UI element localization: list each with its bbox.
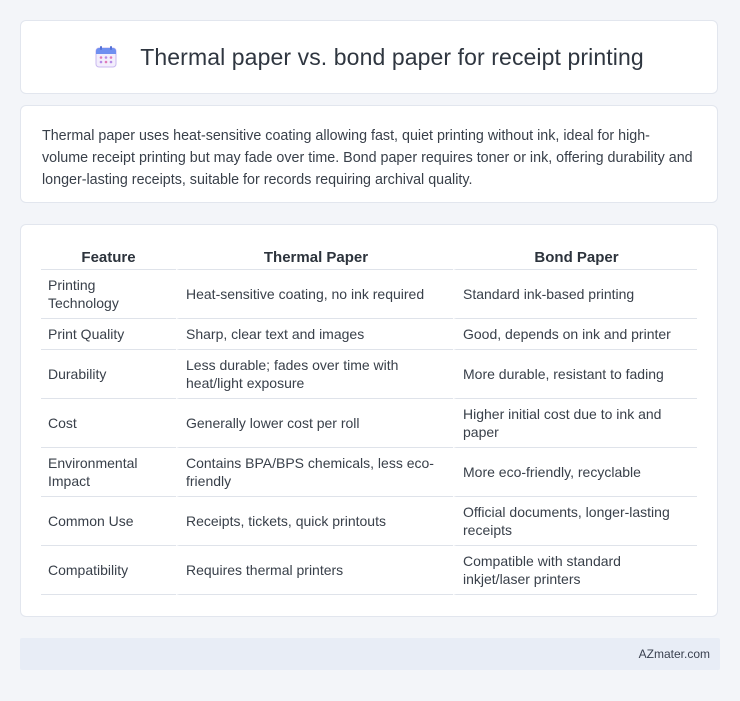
thermal-cell: Sharp, clear text and images (176, 319, 453, 350)
feature-cell: Environmental Impact (41, 448, 176, 497)
feature-cell: Cost (41, 399, 176, 448)
bond-cell: More eco-friendly, recyclable (453, 448, 697, 497)
bond-cell: Official documents, longer-lasting receipts (453, 497, 697, 546)
feature-cell: Compatibility (41, 546, 176, 595)
bond-cell: More durable, resistant to fading (453, 350, 697, 399)
footer (20, 638, 720, 670)
feature-cell: Print Quality (41, 319, 176, 350)
table-row (41, 399, 697, 448)
thermal-cell: Contains BPA/BPS chemicals, less eco-friendly (176, 448, 453, 497)
footer-brand: AZmater.com (638, 647, 710, 661)
thermal-cell: Receipts, tickets, quick printouts (176, 497, 453, 546)
header-feature: Feature (41, 245, 176, 270)
table-row (41, 546, 697, 595)
table-row (41, 270, 697, 319)
feature-cell: Durability (41, 350, 176, 399)
table-row (41, 319, 697, 350)
table-row (41, 350, 697, 399)
comparison-table (41, 245, 697, 595)
header-thermal-paper: Thermal Paper (176, 245, 453, 270)
bond-cell: Compatible with standard inkjet/laser printers (453, 546, 697, 595)
summary-text: Thermal paper uses heat-sensitive coating allowing fast, quiet printing without ink, ideal for high-volume receipt printing but may fade over time. Bond paper requires toner or ink, offering durability and longer-lasting receipts, suitable for records requiring archival quality. (42, 128, 693, 188)
title-card (20, 20, 718, 94)
bond-cell: Good, depends on ink and printer (453, 319, 697, 350)
bond-cell: Standard ink-based printing (453, 270, 697, 319)
page-title: Thermal paper vs. bond paper for receipt printing (140, 43, 644, 70)
summary-card (20, 105, 718, 203)
feature-cell: Printing Technology (41, 270, 176, 319)
header-bond-paper: Bond Paper (453, 245, 697, 270)
comparison-table-card (20, 224, 718, 617)
bond-cell: Higher initial cost due to ink and paper (453, 399, 697, 448)
thermal-cell: Less durable; fades over time with heat/light exposure (176, 350, 453, 399)
thermal-cell: Requires thermal printers (176, 546, 453, 595)
feature-cell: Common Use (41, 497, 176, 546)
thermal-cell: Heat-sensitive coating, no ink required (176, 270, 453, 319)
table-row (41, 497, 697, 546)
table-header-row (41, 245, 697, 270)
calendar-icon (94, 45, 118, 69)
table-row (41, 448, 697, 497)
thermal-cell: Generally lower cost per roll (176, 399, 453, 448)
